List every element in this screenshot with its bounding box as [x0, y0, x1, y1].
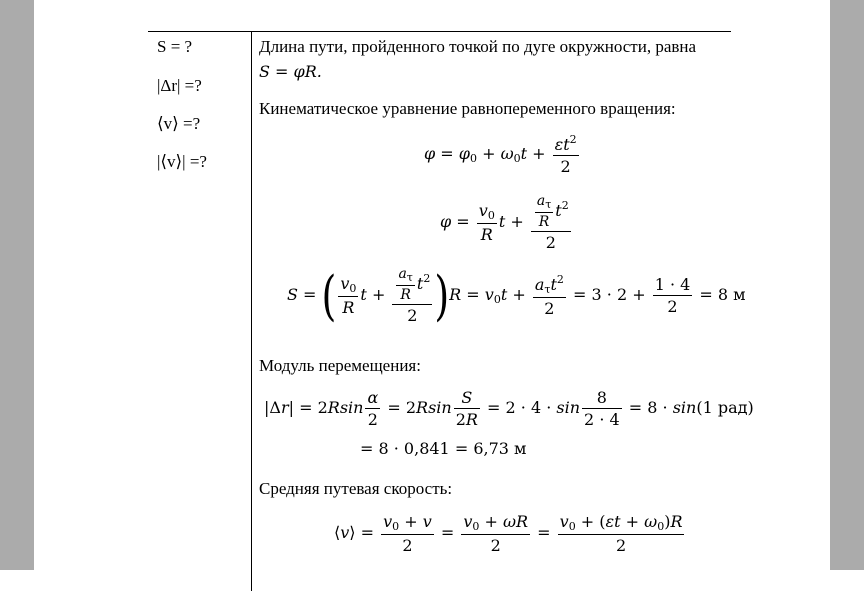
equation-avg-speed: ⟨v⟩ = $\frac{v_0 + v}{2}$ = $\frac{v_0 + \omega R}{2}$ = $\frac{v_0 + (\varepsilon t + \omega_0)R}{2}$	[334, 512, 683, 555]
table-column-divider	[251, 31, 252, 591]
given-avg-speed: ⟨v⟩ =?	[157, 114, 201, 133]
equation-path-result: S = ( $\frac{v_0}{R}$ t + $\frac{a_\tau}{R}$ $t^2$ 2 )$R = v_0t$ + $\frac{a_\tau t^2}{2}$ = 3 · 2 + $\frac{1 \cdot 4}{2}$ = 8 м	[287, 264, 746, 327]
paragraph-kinematic: Кинематическое уравнение равнопеременного вращения:	[259, 99, 676, 118]
paragraph-avg-speed: Средняя путевая скорость:	[259, 479, 453, 498]
given-s: S = ?	[157, 37, 193, 56]
paragraph-path-length: Длина пути, пройденного точкой по дуге окружности, равна	[259, 37, 697, 56]
left-margin-band	[0, 0, 34, 570]
equation-phi-2: φ = $\frac{v_0}{R}$ t + $\frac{a_\tau}{R}$ $t^2$ 2	[440, 193, 569, 252]
equation-phi-1: $\varphi = \varphi_0 + \omega_0t$ + $\frac{\varepsilon t^2}{2}$	[424, 133, 577, 176]
formula-s-phi-r: S = φR.	[259, 62, 322, 81]
paragraph-displacement: Модуль перемещения:	[259, 356, 421, 375]
given-avg-velocity-mod: |⟨v⟩| =?	[157, 152, 207, 171]
right-margin-band	[830, 0, 864, 570]
equation-displacement: |Δr| = 2Rsin $\frac{\alpha}{2}$ = 2Rsin $\frac{S}{2R}$ = 2 · 4 · sin $\frac{8}{2 \cdot 4}$ = 8 · sin(1 рад)	[264, 388, 754, 429]
table-top-border	[148, 31, 731, 32]
equation-displacement-result: = 8 · 0,841 = 6,73 м	[360, 439, 527, 458]
given-displacement: |Δr| =?	[157, 76, 202, 95]
